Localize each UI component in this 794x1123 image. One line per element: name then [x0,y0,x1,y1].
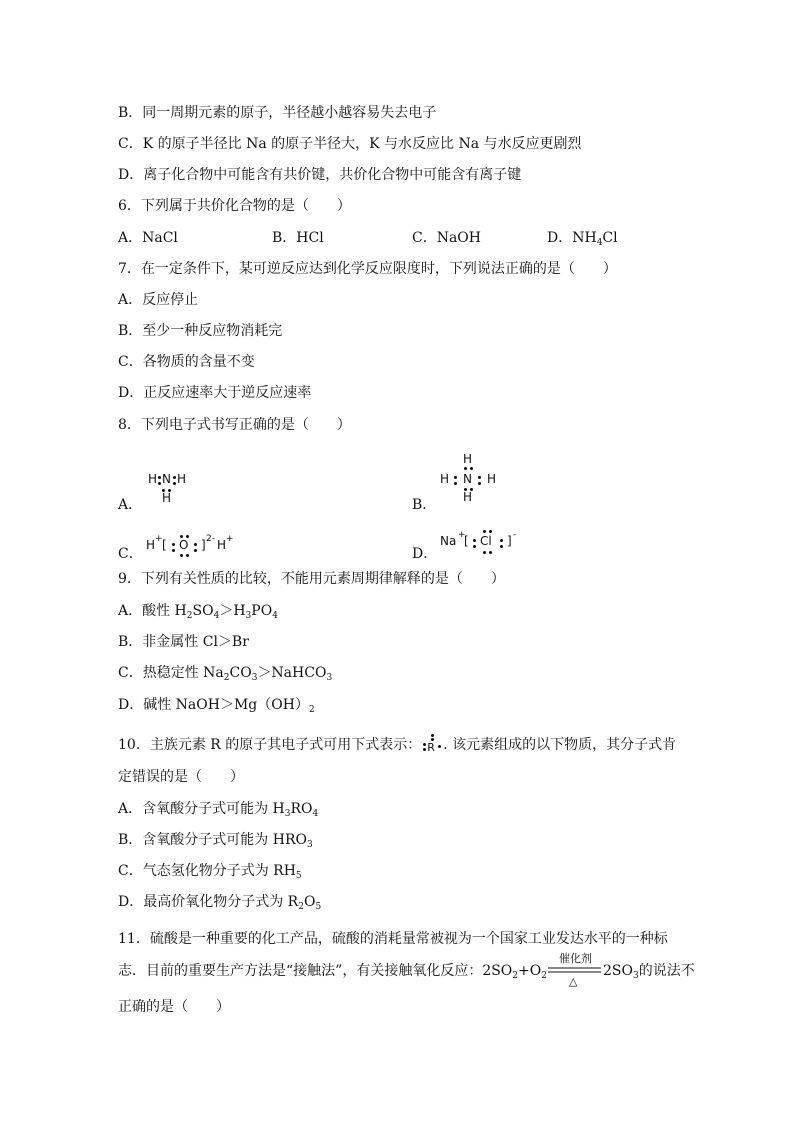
q10-option-b: B．含氧酸分子式可能为 $HRO_3$ [118,832,313,850]
q8-stem: 8．下列电子式书写正确的是（ ） [118,417,351,433]
q5-option-d: D．离子化合物中可能含有共价键，共价化合物中可能含有离子键 [118,167,522,183]
reversible-arrow [547,952,603,988]
q5-option-b: B．同一周期元素的原子，半径越小越容易失去电子 [118,105,437,121]
q11-stem-line2: 志．目前的重要生产方法是“接触法”，有关接触氧化反应：$2SO_2+O_2$ 催化剂 △ $2SO_3$的说法不 [118,961,695,981]
q5-option-c: C．K 的原子半径比 Na 的原子半径大，K 与水反应比 Na 与水反应更剧烈 [118,136,582,152]
q6-option-d: D．$NH_4Cl$ [547,230,618,248]
q7-stem: 7．在一定条件下，某可逆反应达到化学反应限度时，下列说法正确的是（ ） [118,261,617,277]
q7-option-a: A．反应停止 [118,292,199,308]
q8-label-d: D． [412,546,438,562]
q11-stem-line1: 11．硫酸是一种重要的化工产品，硫酸的消耗量常被视为一个国家工业发达水平的一种标 [118,931,668,947]
q8-label-c: C． [118,546,143,562]
q6-option-a: A．NaCl [118,230,178,246]
catalyst-label: 催化剂 [558,952,592,965]
q9-option-d: D．碱性 $NaOH>Mg(OH)_2$ [118,697,315,715]
q10-option-c: C．气态氢化物分子式为 $RH_5$ [118,863,302,881]
q7-option-d: D．正反应速率大于逆反应速率 [118,385,312,401]
q9-option-b: B．非金属性 Cl＞Br [118,634,249,650]
q6-option-b: B．HCl [272,230,324,246]
q6-stem: 6．下列属于共价化合物的是（ ） [118,198,351,214]
q9-option-c: C．热稳定性 $Na_2CO_3>NaHCO_3$ [118,665,333,683]
q8-label-b: B． [412,497,437,513]
q6-option-c: C．NaOH [412,230,481,246]
q8-formula-d: Na + [ Cl ] - [440,528,530,556]
q8-formula-c: H + [ O ] 2- H + [146,534,246,558]
q8-formula-a: H N H H [148,472,187,505]
q8-formula-b: H H N H H [440,452,497,504]
q10-stem: 10．主族元素 R 的原子其电子式可用下式表示： R . 该元素组成的以下物质，其分子式肯 [118,735,676,755]
q10-option-a: A．含氧酸分子式可能为 $H_3RO_4$ [118,801,319,819]
q8-label-a: A． [118,497,143,513]
heat-label: △ [568,975,578,988]
q10-option-d: D．最高价氧化物分子式为 $R_2O_5$ [118,894,322,912]
q9-stem: 9．下列有关性质的比较，不能用元素周期律解释的是（ ） [118,571,505,587]
q11-stem-line3: 正确的是（ ） [118,999,230,1015]
q7-option-c: C．各物质的含量不变 [118,354,255,370]
q10-electron-formula: R [421,735,443,755]
q7-option-b: B．至少一种反应物消耗完 [118,323,283,339]
q9-option-a: A．酸性 $H_2SO_4>H_3PO_4$ [118,603,278,621]
q10-stem-line2: 定错误的是（ ） [118,769,244,785]
